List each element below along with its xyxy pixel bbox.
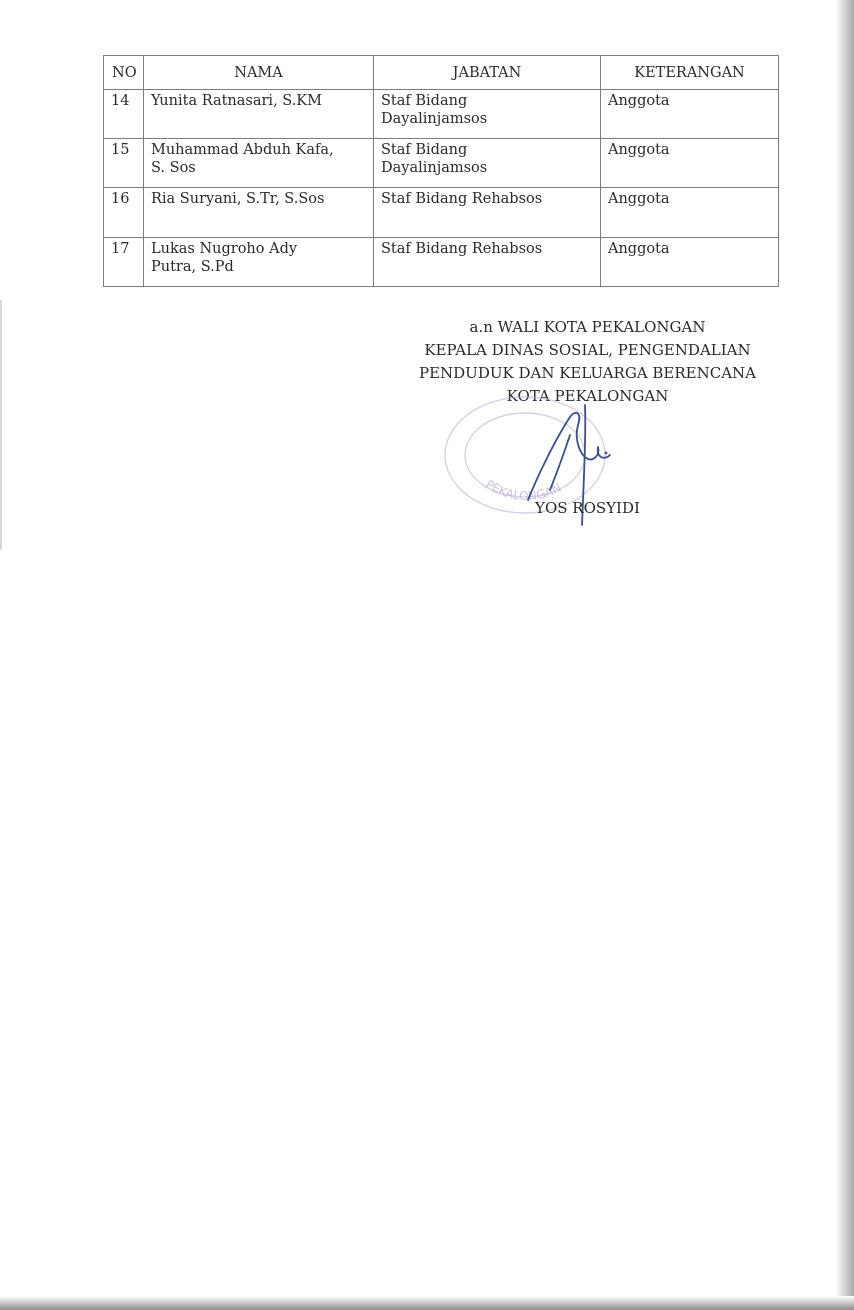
table-row (104, 238, 779, 287)
scan-edge-bottom (0, 1296, 854, 1310)
cell-name (144, 139, 374, 188)
svg-text:PEKALONGAN: PEKALONGAN (483, 477, 564, 504)
members-table (103, 55, 779, 287)
authority-line: a.n WALI KOTA PEKALONGAN (469, 318, 706, 336)
header-keterangan: KETERANGAN (601, 56, 779, 90)
cell-position (374, 139, 601, 188)
name-line: Putra, S.Pd (151, 259, 234, 275)
table-row (104, 188, 779, 238)
office-line-2: PENDUDUK DAN KELUARGA BERENCANA (418, 364, 757, 382)
position-line: Staf Bidang Rehabsos (381, 241, 543, 257)
header-nama: NAMA (144, 56, 374, 90)
cell-name (144, 188, 374, 238)
cell-no: 16 (104, 188, 144, 238)
office-line-1: KEPALA DINAS SOSIAL, PENGENDALIAN (424, 341, 751, 359)
table-row (104, 90, 779, 139)
name-line: Ria Suryani, S.Tr, S.Sos (151, 191, 325, 207)
scan-edge-left (0, 300, 2, 550)
cell-position (374, 188, 601, 238)
table-header-row (104, 56, 779, 90)
position-line: Dayalinjamsos (381, 111, 488, 127)
position-line: Staf Bidang (381, 93, 468, 109)
header-no: NO (104, 56, 144, 90)
name-line: Lukas Nugroho Ady (151, 241, 298, 257)
cell-position (374, 90, 601, 139)
position-line: Staf Bidang Rehabsos (381, 191, 543, 207)
header-jabatan: JABATAN (374, 56, 601, 90)
signer-name: YOS ROSYIDI (535, 499, 640, 517)
cell-no: 14 (104, 90, 144, 139)
cell-position (374, 238, 601, 287)
table-row (104, 139, 779, 188)
cell-note: Anggota (601, 90, 779, 139)
city-line: KOTA PEKALONGAN (506, 387, 669, 405)
position-line: Staf Bidang (381, 142, 468, 158)
cell-name (144, 238, 374, 287)
cell-name (144, 90, 374, 139)
cell-note: Anggota (601, 188, 779, 238)
name-line: Yunita Ratnasari, S.KM (151, 93, 322, 109)
name-line: S. Sos (151, 160, 196, 176)
cell-note: Anggota (601, 238, 779, 287)
cell-no: 15 (104, 139, 144, 188)
cell-note: Anggota (601, 139, 779, 188)
position-line: Dayalinjamsos (381, 160, 488, 176)
cell-no: 17 (104, 238, 144, 287)
scan-edge-right (836, 0, 854, 1310)
name-line: Muhammad Abduh Kafa, (151, 142, 334, 158)
